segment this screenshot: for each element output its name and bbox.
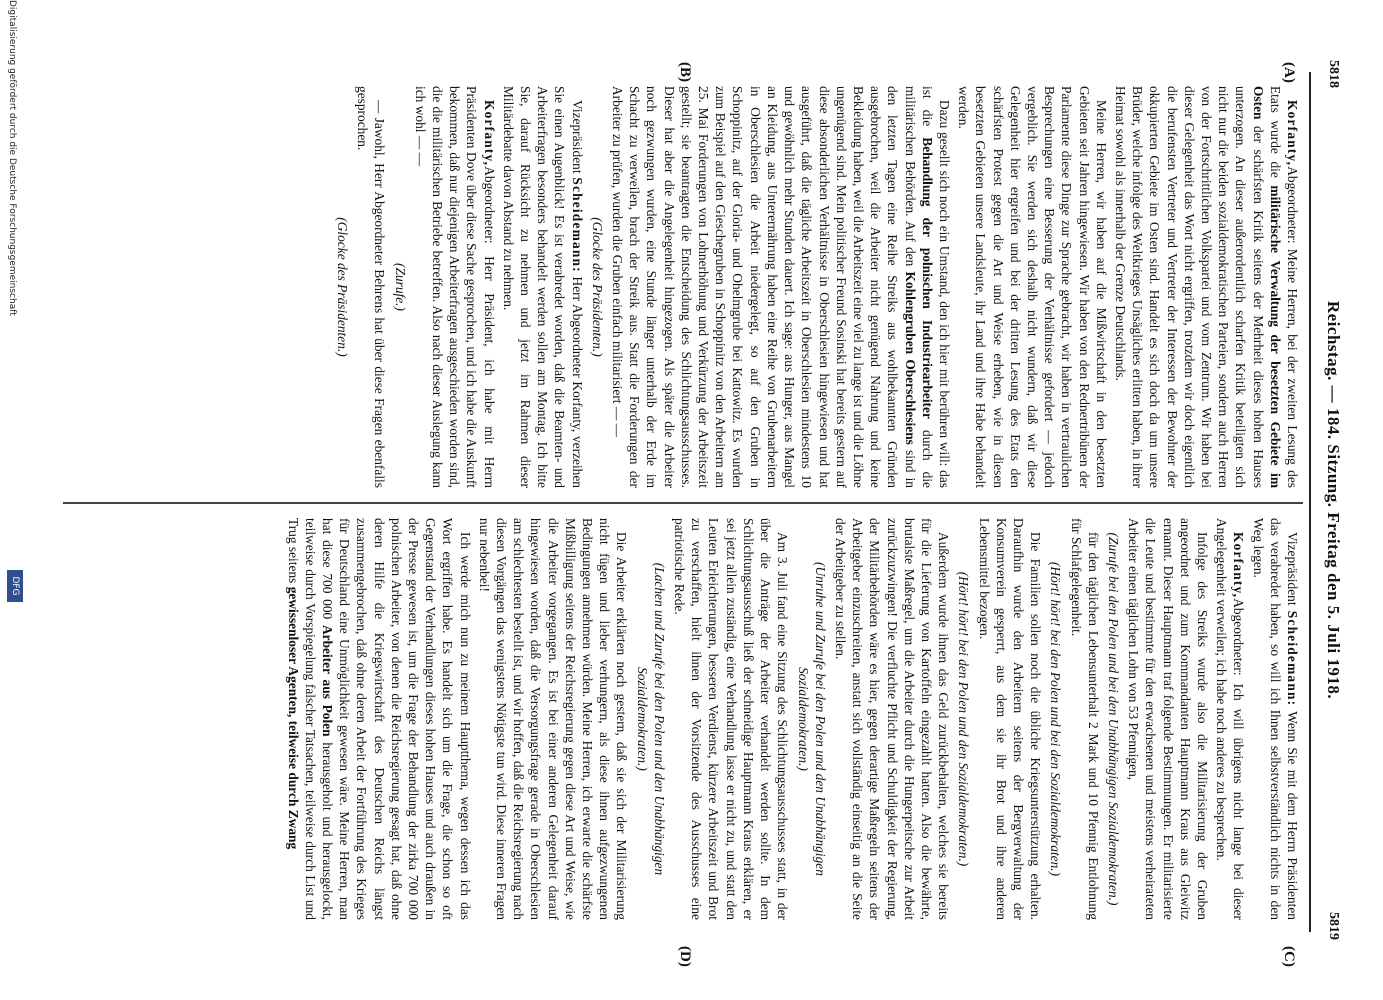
text-run: Infolge des Streiks wurde also die Militarisierung der Gruben angeordnet und zum Kommandanten Hauptmann Kraus aus Gleiwitz ernannt. Dieser Hauptmann traf folgende Bestimmungen. Er militarisierte die Leute und bestimmte für den erwachsenen und meistens verheirateten Arbeiter einen täglichen Lohn von 53 Pfennigen,	[1126, 518, 1210, 920]
emphasized-text: Kohlengruben Oberschlesiens	[902, 271, 918, 445]
paragraph	[500, 86, 586, 488]
paragraph	[975, 518, 1044, 920]
text-run: Die Arbeiter erklärten noch gestern, daß sie sich der Militarisierung nicht fügen und lieber verhungern, als diese ihnen aufgezwungenen Bedingungen annehmen würden. Meine Herren, ich erwarte die schärfste Mißbilligung seitens der Reichsregierung gegen diese Art und Weise, wie die Arbeiter vorgegangen. Es ist bei einer anderen Gelegenheit darauf hingewiesen worden, daß die Versorgungsfrage gerade in Oberschlesien am schlechtesten bestellt ist, und wir hoffen, daß die Reichsregierung nach diesen Vorgängen das wenigstens Nötigste tun wird. Diese inneren Fragen nur nebenbei!	[476, 518, 630, 920]
interjection: (Lachen und Zurufe bei den Polen und den Unabhängigen Sozialdemokraten.)	[634, 562, 667, 876]
text-run: Herr Abgeordneter Korfanty, verzeihen Sie einen Augenblick! Es ist verabredet worden, daß die Beamten- und Arbeiterfragen besonders behandelt werden sollen am Montag. Ich bitte Sie, darauf Rücksicht zu nehmen und jetzt im Rahmen dieser Militärdebatte davon Abstand zu nehmen.	[500, 86, 585, 488]
margin-marker-a: (A)	[1281, 62, 1297, 83]
margin-marker-d: (D)	[677, 946, 693, 967]
text-run: herausgeholt und herausgelockt, teilweise durch Vorspiegelung falscher Tatsachen, teilweise durch List und Trug seitens	[285, 518, 336, 920]
text-run: Vizepräsident	[569, 100, 585, 178]
paragraph	[671, 518, 791, 920]
interjection: (Hört! hört! bei den Polen und den Sozialdemokraten.)	[956, 571, 972, 867]
page-label-left: 5818	[1326, 60, 1341, 88]
text-run: Meine Herren, wir haben auf die Mißwirtschaft in den besetzten Gebieten seit Jahren hingewiesen. Wir haben von den Rednertribünen der Parlamente diese Dinge zur Sprache gebracht, wir haben in vertraulichen Besprechungen eine Besserung der Verhältnisse gefordert — jedoch vergeblich. Sie werden sich deshalb nicht wundern, daß wir diese Gelegenheit hier ergreifen und bei der dritten Lesung des Etats den schärfsten Protest gegen die Art und Weise erheben, wie in diesen besetzten Gebieten unsere Landsleute, ihr Land und ihre Habe behandelt werden.	[956, 86, 1109, 488]
paragraph	[476, 518, 631, 920]
text-run: Ich werde mich nun zu meinem Hauptthema, wegen dessen ich das Wort ergriffen habe. Es handelt sich um die Frage, die schon so oft Gegenstand der Verhandlungen dieses hohen Hauses und auch draußen in der Presse gewesen ist, um die Frage der Behandlung der zirka 700 000 polnischen Arbeiter, von denen die Reichsregierung gesagt hat, daß ohne deren Hilfe die Kriegswirtschaft des Deutschen Reichs längst zusammengebrochen, daß ohne deren Arbeit der Fortführung des Krieges für Deutschland eine Unmöglichkeit gewesen wäre. Meine Herren, man hat diese 700 000	[320, 518, 473, 920]
interjection: (Unruhe und Zurufe bei den Polen und den Unabhängigen Sozialdemokraten.)	[795, 562, 828, 876]
emphasized-text: Arbeiter aus Polen	[320, 624, 336, 737]
emphasized-text: gewissenloser Agenten, teilweise durch Zwang	[285, 586, 301, 850]
text-run: Dazu gesellt sich noch ein Umstand, den ich hier mit berühren will: das ist die	[919, 86, 952, 488]
paragraph	[955, 86, 1110, 488]
text-run: Am 3. Juli fand eine Sitzung des Schlichtungsausschusses statt, in der über die Anträge der Arbeiter verhandelt werden sollte. In dem Schlichtungsausschuß ließ der schneidige Hauptmann Kraus erklären, er sei jetzt allein zuständig, eine Verhandlung lasse er nicht zu, und statt den Leuten Erleichterungen, besseren Verdienst, kürzere Arbeitszeit und Brot zu verschaffen, hielt ihnen der Vorsitzende des Ausschusses eine patriotische Rede.	[672, 518, 791, 920]
paragraph	[1125, 518, 1211, 920]
text-run: für den täglichen Lebensunterhalt 2 Mark und 10 Pfennig Entlohnung für Schlafgelegenheit.	[1068, 518, 1101, 920]
paragraph	[609, 86, 953, 488]
interjection: (Hört! hört! bei den Polen und bei den Sozialdemokraten.)	[1048, 561, 1064, 877]
paragraph	[354, 86, 388, 488]
page-number: 5819	[1326, 912, 1341, 940]
margin-marker-b: (B)	[677, 62, 693, 82]
left-column	[61, 86, 1301, 488]
paragraph	[1112, 86, 1301, 488]
header-title: Reichstag. — 184. Sitzung. Freitag den 5. Juli 1918.	[1324, 300, 1343, 700]
digitization-credit: Digitalisierung gefördert durch die Deutsche Forschungsgemeinschaft	[7, 0, 17, 316]
text-run: Die Familien sollen noch die übliche Kriegsunterstützung erhalten. Daraufhin wurde den Arbeitern seitens der Bergverwaltung der Konsumverein gesperrt, aus dem sie ihr Brot und ihre anderen Lebensmittel bezogen.	[976, 518, 1044, 920]
text-run: Abgeordneter: Meine Herren, bei der zweiten Lesung des Etats wurde die	[1267, 86, 1300, 488]
interjection: (Glocke des Präsidenten.)	[335, 217, 351, 357]
text-run: sind in den letzten Tagen eine Reihe Streiks aus wohlbekannten Gründen ausgebrochen, weil die Arbeiter nicht genügend Nahrung und keine Bekleidung haben, weil die Arbeitszeit eine viel zu lange ist und die Löhne ungenügend sind. Mein politischer Freund Sosinski hat bereits gestern auf diese absonderlichen Verhältnisse in Oberschlesien hingewiesen und hat ausgeführt, daß die tägliche Arbeitszeit in Oberschlesien mindestens 10 und gewöhnlich mehr Stunden dauert. Ich sage: aus Hunger, aus Mangel an Kleidung, aus Unterernährung haben eine Reihe von Grubenarbeitern in Oberschlesien die Arbeit niedergelegt, so auf den Gruben in Schoppinitz, auf der Gloria- und Ohelmgrube bei Kattowitz. Es wurden zum Beispiel auf den Gieschegruben in Schoppinitz von den Arbeitern am 25. Mai Forderungen von Lohnerhöhung und Verkürzung der Arbeitszeit gestellt; sie beantragten die Entscheidung des Schlichtungsausschusses. Dieser hat aber die Angelegenheit hingezogen. Als später die Arbeiter noch gezwungen wurden, eine Stunde länger unterhalb der Erde im Schacht zu verweilen, brach der Streik aus. Statt die Forderungen der Arbeiter zu prüfen, wurden die Gruben einfach militarisiert — —	[610, 86, 918, 488]
header-rule	[1309, 72, 1311, 932]
paragraph	[1067, 518, 1101, 920]
speaker-name: Scheidemann:	[569, 177, 585, 273]
interjection: (Zurufe bei den Polen und bei den Unabhängigen Sozialdemokraten.)	[1105, 532, 1121, 906]
text-run: Abgeordneter: Herr Präsident, ich habe mit Herrn Präsidenten Dove über diese Sache gesprochen, und ich habe die Auskunft bekommen, daß nur diejenigen Arbeiterfragen ausgeschieden worden sind, die die militärischen Betriebe betreffen. Also nach dieser Auslegung kann ich wohl — —	[412, 86, 497, 488]
interjection: (Glocke des Präsidenten.)	[589, 217, 605, 357]
emphasized-text: Behandlung der polnischen Industriearbeiter	[919, 137, 935, 419]
text-run: Außerdem wurde ihnen das Geld zurückbehalten, welches sie bereits für die Lieferung von Kartoffeln eingezahlt hatten. Also die bewährte, brutalste Maßregel, um die Arbeiter durch die Hungerpeitsche zur Arbeit zurückzuzwingen! Die verfluchte Pflicht und Schuldigkeit der Regierung, der Militärbehörden wäre es hier, gegen derartige Maßregeln seitens der Arbeitgeber einzuschreiten, anstatt sich vollständig einseitig an die Seite der Arbeitgeber zu stellen.	[832, 518, 952, 920]
speaker-name: Korfanty,	[1285, 100, 1300, 167]
dfg-logo: DFG	[7, 570, 23, 602]
paragraph	[412, 86, 498, 488]
speaker-name: Korfanty,	[1231, 532, 1247, 599]
text-run: Wenn Sie mit dem Herrn Präsidenten das verabredet haben, so will ich Ihnen selbstverständlich nichts in den Weg legen.	[1250, 518, 1300, 920]
paragraph	[832, 518, 952, 920]
speaker-name: Korfanty,	[481, 100, 497, 167]
text-run: Vizepräsident	[1285, 532, 1300, 611]
speaker-name: Scheidemann:	[1285, 610, 1300, 707]
text-run: der schärfsten Kritik seitens der Mehrheit dieses hohen Hauses unterzogen. An dieser außerordentlich scharfen Kritik beteiligten sich nicht nur die beiden sozialdemokratischen Parteien, sondern auch Herren von der Fortschrittlichen Volkspartei und vom Zentrum. Wir haben bei dieser Gelegenheit das Wort nicht ergriffen, trotzdem wir doch eigentlich die berufensten Vertreter und Vertreter der Interessen der Bewohner der okkupierten Gebiete im Osten sind. Handelt es sich doch da um unsere Brüder, welche infolge des Weltkrieges Unsägliches erlitten haben, in ihrer Heimat sowohl als innerhalb der Grenze Deutschlands.	[1112, 86, 1266, 488]
margin-marker-c: (C)	[1281, 946, 1297, 967]
right-column	[61, 518, 1301, 920]
paragraph	[1249, 518, 1301, 920]
paragraph	[1213, 518, 1247, 920]
emphasized-text: militärische Verwaltung der besetzten Gebiete im Osten	[1250, 86, 1283, 488]
column-divider	[63, 502, 1303, 504]
interjection: (Zurufe.)	[392, 263, 408, 311]
running-header	[1315, 60, 1345, 940]
text-run: durch die militärischen Behörden. Auf den	[902, 86, 935, 488]
text-run: Abgeordneter: Ich will übrigens nicht lange bei dieser Angelegenheit verweilen; ich habe noch anderes zu besprechen.	[1214, 518, 1247, 920]
paragraph	[284, 518, 473, 920]
text-run: — Jawohl, Herr Abgeordneter Behrens hat über diese Fragen ebenfalls gesprochen.	[355, 86, 388, 488]
